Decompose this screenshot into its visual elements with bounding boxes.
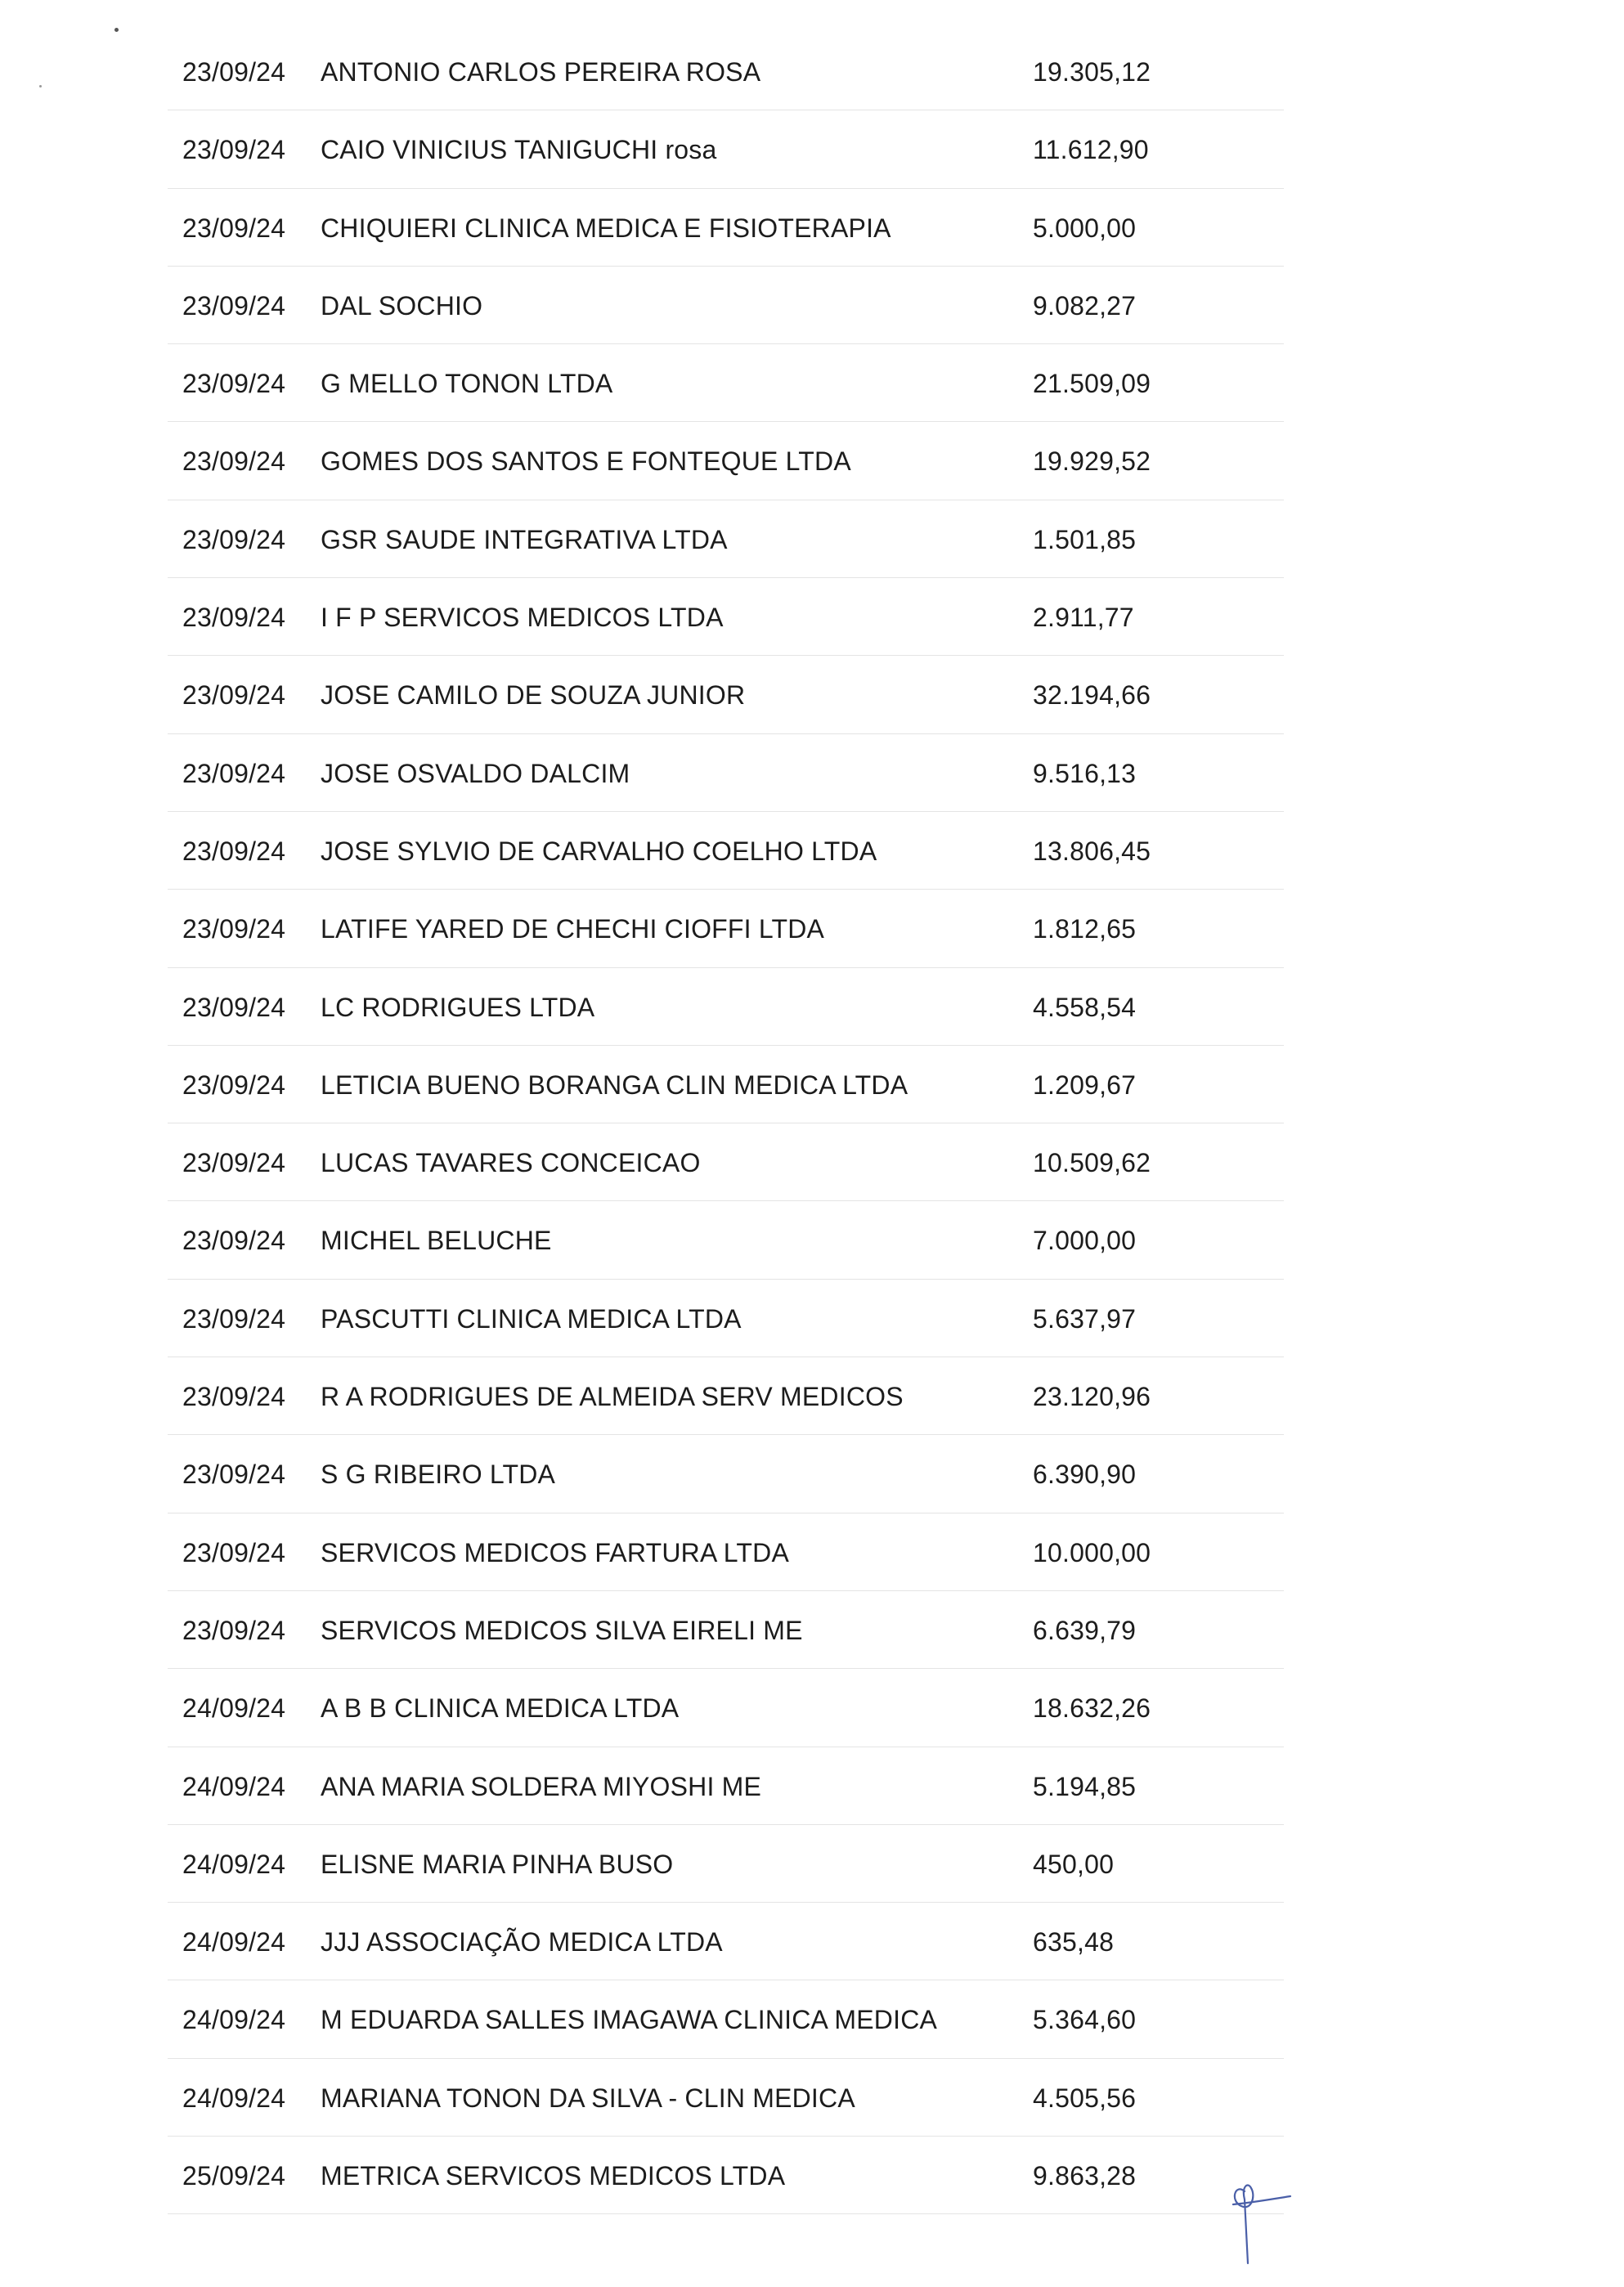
payment-date: 23/09/24 [182,290,286,321]
ledger-row [168,890,1284,967]
payment-amount: 1.209,67 [1033,1070,1137,1100]
signature-icon [1227,2167,1292,2265]
payment-date: 23/09/24 [182,524,286,554]
ledger-row [168,812,1284,890]
payee-name: LATIFE YARED DE CHECHI CIOFFI LTDA [321,914,825,944]
payee-name: LC RODRIGUES LTDA [321,992,595,1022]
payment-amount: 9.863,28 [1033,2161,1137,2191]
payee-name: R A RODRIGUES DE ALMEIDA SERV MEDICOS [321,1382,904,1412]
payee-name: M EDUARDA SALLES IMAGAWA CLINICA MEDICA [321,2005,938,2035]
ledger-row [168,1513,1284,1591]
payment-date: 23/09/24 [182,1382,286,1412]
payee-name: JOSE CAMILO DE SOUZA JUNIOR [321,680,746,711]
payee-name: CHIQUIERI CLINICA MEDICA E FISIOTERAPIA [321,213,891,243]
payment-amount: 4.558,54 [1033,992,1137,1022]
payee-name: LUCAS TAVARES CONCEICAO [321,1148,701,1178]
payee-name: ANA MARIA SOLDERA MIYOSHI ME [321,1771,762,1801]
payment-date: 23/09/24 [182,603,286,633]
payment-date: 24/09/24 [182,2083,286,2113]
payment-amount: 5.637,97 [1033,1303,1137,1334]
payment-amount: 10.509,62 [1033,1148,1151,1178]
payee-name: ELISNE MARIA PINHA BUSO [321,1849,674,1879]
payment-date: 23/09/24 [182,992,286,1022]
payment-date: 23/09/24 [182,135,286,165]
payee-name: I F P SERVICOS MEDICOS LTDA [321,603,724,633]
payment-ledger [168,33,1284,2214]
scan-speck [114,28,119,32]
payment-amount: 4.505,56 [1033,2083,1137,2113]
payment-date: 23/09/24 [182,446,286,477]
payee-name: SERVICOS MEDICOS FARTURA LTDA [321,1537,790,1567]
ledger-row [168,1747,1284,1825]
payment-amount: 5.194,85 [1033,1771,1137,1801]
ledger-row [168,1201,1284,1279]
ledger-row [168,1980,1284,2058]
payment-date: 23/09/24 [182,1460,286,1490]
payment-date: 25/09/24 [182,2161,286,2191]
ledger-row [168,422,1284,500]
payment-date: 24/09/24 [182,1927,286,1957]
payment-date: 23/09/24 [182,1148,286,1178]
payment-date: 24/09/24 [182,1693,286,1724]
payment-amount: 7.000,00 [1033,1226,1137,1256]
ledger-row [168,1123,1284,1201]
payment-amount: 19.929,52 [1033,446,1151,477]
payment-date: 23/09/24 [182,57,286,87]
payee-name: GOMES DOS SANTOS E FONTEQUE LTDA [321,446,851,477]
payment-amount: 18.632,26 [1033,1693,1151,1724]
ledger-row [168,578,1284,656]
payee-name: MICHEL BELUCHE [321,1226,552,1256]
ledger-row [168,1280,1284,1357]
payment-amount: 13.806,45 [1033,836,1151,866]
payee-name: CAIO VINICIUS TANIGUCHI rosa [321,135,717,165]
payment-date: 23/09/24 [182,1615,286,1645]
payment-amount: 21.509,09 [1033,369,1151,399]
payment-amount: 32.194,66 [1033,680,1151,711]
payment-date: 23/09/24 [182,213,286,243]
payee-name: SERVICOS MEDICOS SILVA EIRELI ME [321,1615,803,1645]
payment-date: 24/09/24 [182,1849,286,1879]
payee-name: JJJ ASSOCIAÇÃO MEDICA LTDA [321,1927,723,1957]
payment-date: 23/09/24 [182,758,286,788]
payment-date: 24/09/24 [182,1771,286,1801]
payment-date: 23/09/24 [182,836,286,866]
payment-amount: 5.000,00 [1033,213,1137,243]
ledger-row [168,1669,1284,1747]
payment-amount: 5.364,60 [1033,2005,1137,2035]
ledger-row [168,267,1284,344]
payment-amount: 1.501,85 [1033,524,1137,554]
payee-name: MARIANA TONON DA SILVA - CLIN MEDICA [321,2083,855,2113]
payment-amount: 11.612,90 [1033,135,1149,165]
payee-name: ANTONIO CARLOS PEREIRA ROSA [321,57,761,87]
payee-name: PASCUTTI CLINICA MEDICA LTDA [321,1303,742,1334]
ledger-row [168,1825,1284,1903]
ledger-row [168,2059,1284,2137]
payment-amount: 2.911,77 [1033,603,1134,633]
payment-date: 24/09/24 [182,2005,286,2035]
payee-name: JOSE OSVALDO DALCIM [321,758,630,788]
ledger-row [168,189,1284,267]
payee-name: S G RIBEIRO LTDA [321,1460,556,1490]
payment-amount: 6.639,79 [1033,1615,1137,1645]
ledger-row [168,734,1284,812]
payment-amount: 10.000,00 [1033,1537,1151,1567]
ledger-row [168,968,1284,1046]
payment-amount: 6.390,90 [1033,1460,1137,1490]
payment-amount: 23.120,96 [1033,1382,1151,1412]
ledger-row [168,500,1284,578]
ledger-row [168,656,1284,733]
payment-date: 23/09/24 [182,914,286,944]
payment-date: 23/09/24 [182,369,286,399]
payment-date: 23/09/24 [182,680,286,711]
payment-amount: 635,48 [1033,1927,1115,1957]
payee-name: A B B CLINICA MEDICA LTDA [321,1693,680,1724]
payment-amount: 450,00 [1033,1849,1115,1879]
ledger-row [168,344,1284,422]
payment-amount: 9.516,13 [1033,758,1137,788]
payment-amount: 9.082,27 [1033,290,1137,321]
payment-date: 23/09/24 [182,1070,286,1100]
ledger-row [168,1357,1284,1435]
ledger-row [168,110,1284,188]
ledger-row [168,2137,1284,2214]
payee-name: DAL SOCHIO [321,290,483,321]
payment-date: 23/09/24 [182,1303,286,1334]
ledger-row [168,1903,1284,1980]
payment-amount: 1.812,65 [1033,914,1137,944]
payee-name: JOSE SYLVIO DE CARVALHO COELHO LTDA [321,836,877,866]
payment-date: 23/09/24 [182,1226,286,1256]
ledger-row [168,1591,1284,1669]
payee-name: LETICIA BUENO BORANGA CLIN MEDICA LTDA [321,1070,908,1100]
payment-amount: 19.305,12 [1033,57,1151,87]
payee-name: METRICA SERVICOS MEDICOS LTDA [321,2161,786,2191]
ledger-row [168,1435,1284,1513]
payee-name: G MELLO TONON LTDA [321,369,613,399]
ledger-row [168,33,1284,110]
ledger-row [168,1046,1284,1123]
scan-speck [39,85,42,87]
payment-date: 23/09/24 [182,1537,286,1567]
payee-name: GSR SAUDE INTEGRATIVA LTDA [321,524,728,554]
